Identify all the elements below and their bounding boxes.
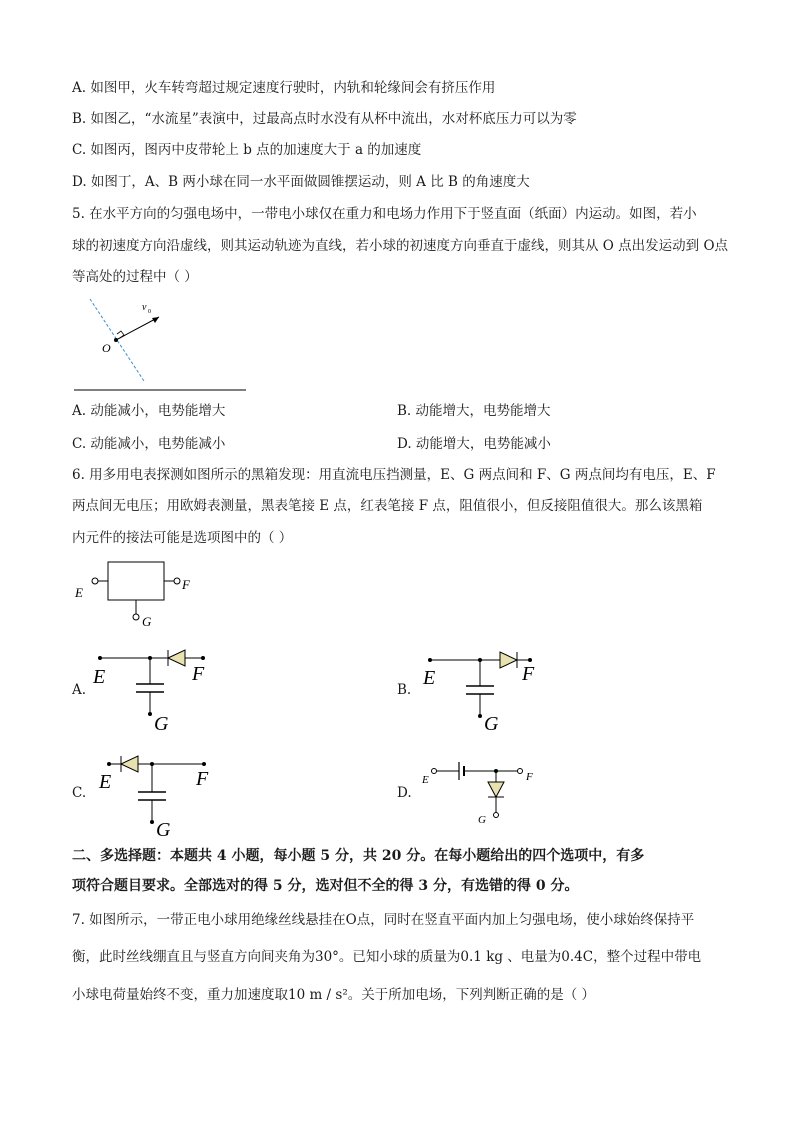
q6-c-label-g: G	[156, 819, 171, 840]
q5-point-o	[114, 338, 118, 342]
q6-c-diode	[121, 756, 138, 772]
q6-circuit-b	[418, 648, 548, 736]
q6-circuit-a	[88, 646, 218, 734]
q6-b-label-f: F	[522, 663, 535, 685]
q6-circuit-d	[418, 756, 548, 828]
q6-a-label-g: G	[154, 713, 169, 734]
q6-label-e: E	[75, 585, 83, 600]
q6-circuit-c	[96, 752, 226, 840]
q7-stem-line1: 7. 如图所示，一带正电小球用绝缘丝线悬挂在O点，同时在竖直平面内加上匀强电场，使小球始终保持平	[72, 912, 695, 928]
q5-option-b: B. 动能增大，电势能增大	[397, 403, 551, 419]
q6-terminal-f	[174, 578, 180, 584]
q6-d-label-f: F	[526, 771, 533, 783]
q7-stem-line2: 衡，此时丝线绷直且与竖直方向间夹角为30°。已知小球的质量为0.1 kg 、电量为0.4C，整个过程中带电	[72, 949, 702, 965]
q6-option-c-label: C.	[72, 785, 87, 801]
q6-stem-line1: 6. 用多用电表探测如图所示的黑箱发现：用直流电压挡测量，E、G 两点间和 F、G 两点间均有电压，E、F	[72, 467, 716, 483]
q5-option-a: A. 动能减小，电势能增大	[72, 403, 226, 419]
q5-label-v-sub: 0	[148, 309, 151, 315]
q5-figure	[72, 295, 252, 395]
q6-black-box	[108, 562, 164, 600]
q6-c-label-e: E	[99, 771, 112, 793]
q6-b-diode	[500, 652, 517, 668]
section2-heading-line1: 二、多选择题：本题共 4 小题，每小题 5 分，共 20 分。在每小题给出的四个选项中，有多	[72, 848, 645, 864]
q6-c-label-f: F	[196, 768, 209, 790]
q6-label-g: G	[142, 614, 152, 629]
q6-option-a-label: A.	[72, 682, 87, 698]
q5-stem-line1: 5. 在水平方向的匀强电场中，一带电小球仅在重力和电场力作用下于竖直面（纸面）内运动。如图，若小	[72, 206, 697, 222]
q5-label-o: O	[102, 341, 111, 355]
q6-terminal-g	[133, 614, 139, 620]
q4-option-b: B. 如图乙，“水流星”表演中，过最高点时水没有从杯中流出，水对杯底压力可以为零	[72, 111, 577, 127]
q6-terminal-e	[92, 578, 98, 584]
q5-label-v: v	[142, 302, 147, 313]
q5-right-angle-mark	[117, 331, 124, 338]
q6-d-label-e: E	[422, 774, 429, 786]
q6-d-diode	[488, 782, 504, 797]
q6-a-label-e: E	[93, 666, 106, 688]
q6-b-label-g: G	[484, 713, 499, 735]
section2-heading-line2: 项符合题目要求。全部选对的得 5 分，选对但不全的得 3 分，有选错的得 0 分。	[72, 878, 579, 894]
q6-stem-line2: 两点间无电压；用欧姆表测量，黑表笔接 E 点，红表笔接 F 点，阻值很小，但反接阻值很大。那么该黑箱	[72, 498, 703, 514]
q6-a-label-f: F	[192, 663, 205, 685]
q4-option-d: D. 如图丁，A、B 两小球在同一水平面做圆锥摆运动，则 A 比 B 的角速度大	[72, 174, 530, 190]
q5-stem-line2: 球的初速度方向沿虚线，则其运动轨迹为直线，若小球的初速度方向垂直于虚线，则其从 O 点出发运动到 O点	[72, 238, 729, 254]
q4-option-a: A. 如图甲，火车转弯超过规定速度行驶时，内轨和轮缘间会有挤压作用	[72, 80, 496, 96]
q6-black-box-figure	[72, 556, 202, 631]
q6-stem-line3: 内元件的接法可能是选项图中的（ ）	[72, 530, 293, 546]
q7-stem-line3: 小球电荷量始终不变，重力加速度取10 m / s²。关于所加电场，下列判断正确的是（ ）	[72, 987, 596, 1003]
q6-option-d-label: D.	[397, 785, 412, 801]
q5-option-d: D. 动能增大，电势能减小	[397, 436, 551, 452]
q6-b-label-e: E	[423, 667, 436, 689]
q5-option-c: C. 动能减小，电势能减小	[72, 436, 226, 452]
q6-label-f: F	[182, 577, 190, 592]
q4-option-c: C. 如图丙，图丙中皮带轮上 b 点的加速度大于 a 的加速度	[72, 142, 422, 158]
q6-d-label-g: G	[478, 814, 486, 826]
q5-stem-line3: 等高处的过程中（ ）	[72, 269, 198, 285]
q6-a-diode	[168, 650, 185, 666]
q6-option-b-label: B.	[397, 682, 412, 698]
